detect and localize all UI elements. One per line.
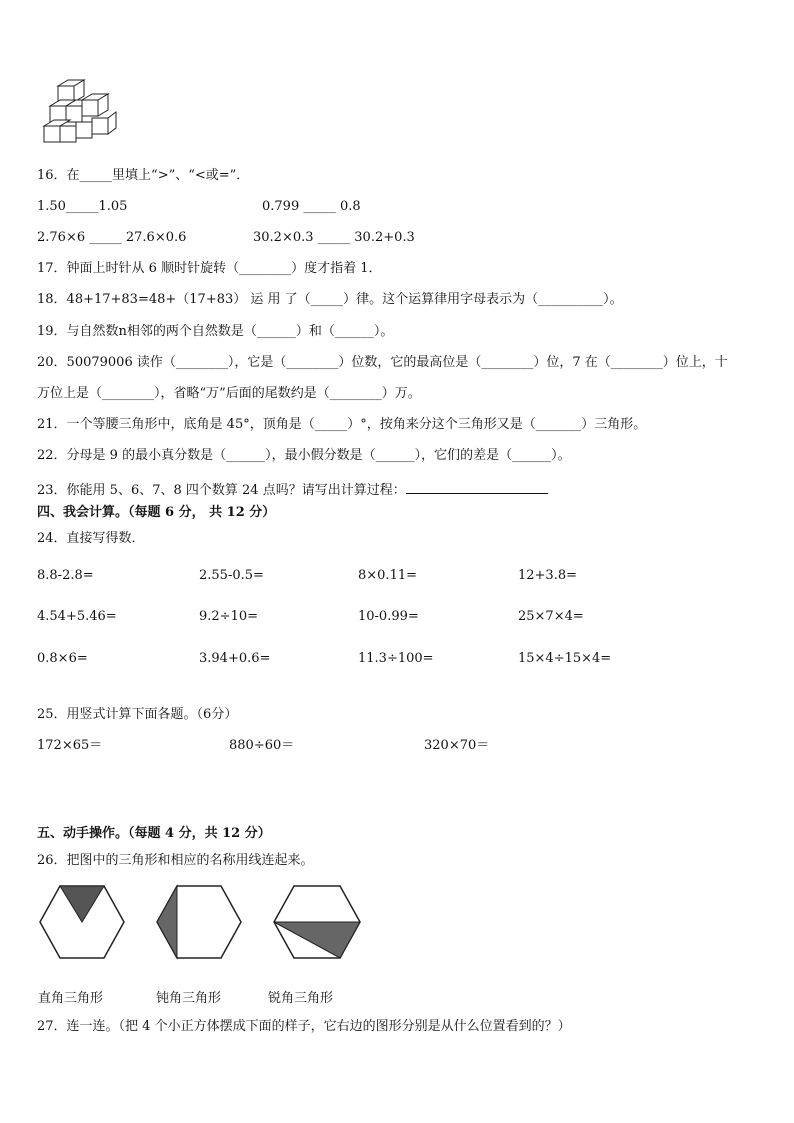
q23-prompt: 23．你能用 5、6、7、8 四个数算 24 点吗？请写出计算过程：: [37, 483, 406, 498]
vertical-calc-item: 172×65＝: [37, 738, 103, 753]
q16-item: 0.799 _____ 0.8: [262, 199, 361, 214]
q27-text: 27．连一连。（把 4 个小正方体摆成下面的样子，它右边的图形分别是从什么位置看到的？）: [37, 1019, 571, 1034]
section-4-heading: 四、我会计算。（每题 6 分， 共 12 分）: [37, 505, 276, 520]
q24-title: 24．直接写得数．: [37, 531, 145, 546]
hexagon-figure-2: [155, 884, 243, 960]
q18-text: 18．48+17+83=48+（17+83） 运 用 了（_____）律。这个运算律用字母表示为（__________）。: [37, 292, 623, 307]
calc-item: 8.8-2.8=: [37, 568, 94, 583]
calc-item: 4.54+5.46=: [37, 609, 117, 624]
calc-item: 8×0.11=: [358, 568, 418, 583]
label-obtuse-triangle: 钝角三角形: [156, 991, 222, 1006]
calc-item: 3.94+0.6=: [199, 651, 271, 666]
calc-item: 10-0.99=: [358, 609, 419, 624]
q19-text: 19．与自然数n相邻的两个自然数是（______）和（______）。: [37, 324, 394, 339]
calc-item: 15×4÷15×4=: [518, 651, 612, 666]
calc-item: 12+3.8=: [518, 568, 578, 583]
vertical-calc-item: 320×70＝: [424, 738, 490, 753]
answer-line: [406, 479, 548, 494]
hexagon-figure-3: [272, 884, 362, 960]
q21-text: 21．一个等腰三角形中，底角是 45°，顶角是（_____）°，按角来分这个三角形又是（_______）三角形。: [37, 417, 647, 432]
q22-text: 22．分母是 9 的最小真分数是（______），最小假分数是（______），它们的差是（______）。: [37, 448, 571, 463]
section-5-heading: 五、动手操作。（每题 4 分，共 12 分）: [37, 826, 271, 841]
q20-line2: 万位上是（________），省略“万”后面的尾数约是（________）万。: [37, 386, 421, 401]
cube-stack-figure: [40, 78, 120, 154]
q25-title: 25．用竖式计算下面各题。（6分）: [37, 707, 238, 722]
q16-item: 1.50_____1.05: [37, 199, 128, 214]
q26-title: 26．把图中的三角形和相应的名称用线连起来。: [37, 853, 314, 868]
hexagon-figure-1: [38, 884, 126, 960]
label-right-triangle: 直角三角形: [38, 991, 104, 1006]
q20-line1: 20．50079006 读作（________），它是（________）位数，它的最高位是（________）位，7 在（________）位上，十: [37, 355, 728, 370]
q16-item: 30.2×0.3 _____ 30.2+0.3: [253, 230, 415, 245]
q17-text: 17．钟面上时针从 6 顺时针旋转（________）度才指着 1．: [37, 261, 382, 276]
calc-item: 0.8×6=: [37, 651, 88, 666]
label-acute-triangle: 锐角三角形: [268, 991, 334, 1006]
q23-text: [37, 479, 548, 500]
calc-item: 11.3÷100=: [358, 651, 434, 666]
vertical-calc-item: 880÷60＝: [229, 738, 295, 753]
calc-item: 9.2÷10=: [199, 609, 259, 624]
calc-item: 2.55-0.5=: [199, 568, 264, 583]
q16-item: 2.76×6 _____ 27.6×0.6: [37, 230, 187, 245]
calc-item: 25×7×4=: [518, 609, 584, 624]
q16-title: 16．在_____里填上“>”、“<或=”．: [37, 168, 250, 183]
